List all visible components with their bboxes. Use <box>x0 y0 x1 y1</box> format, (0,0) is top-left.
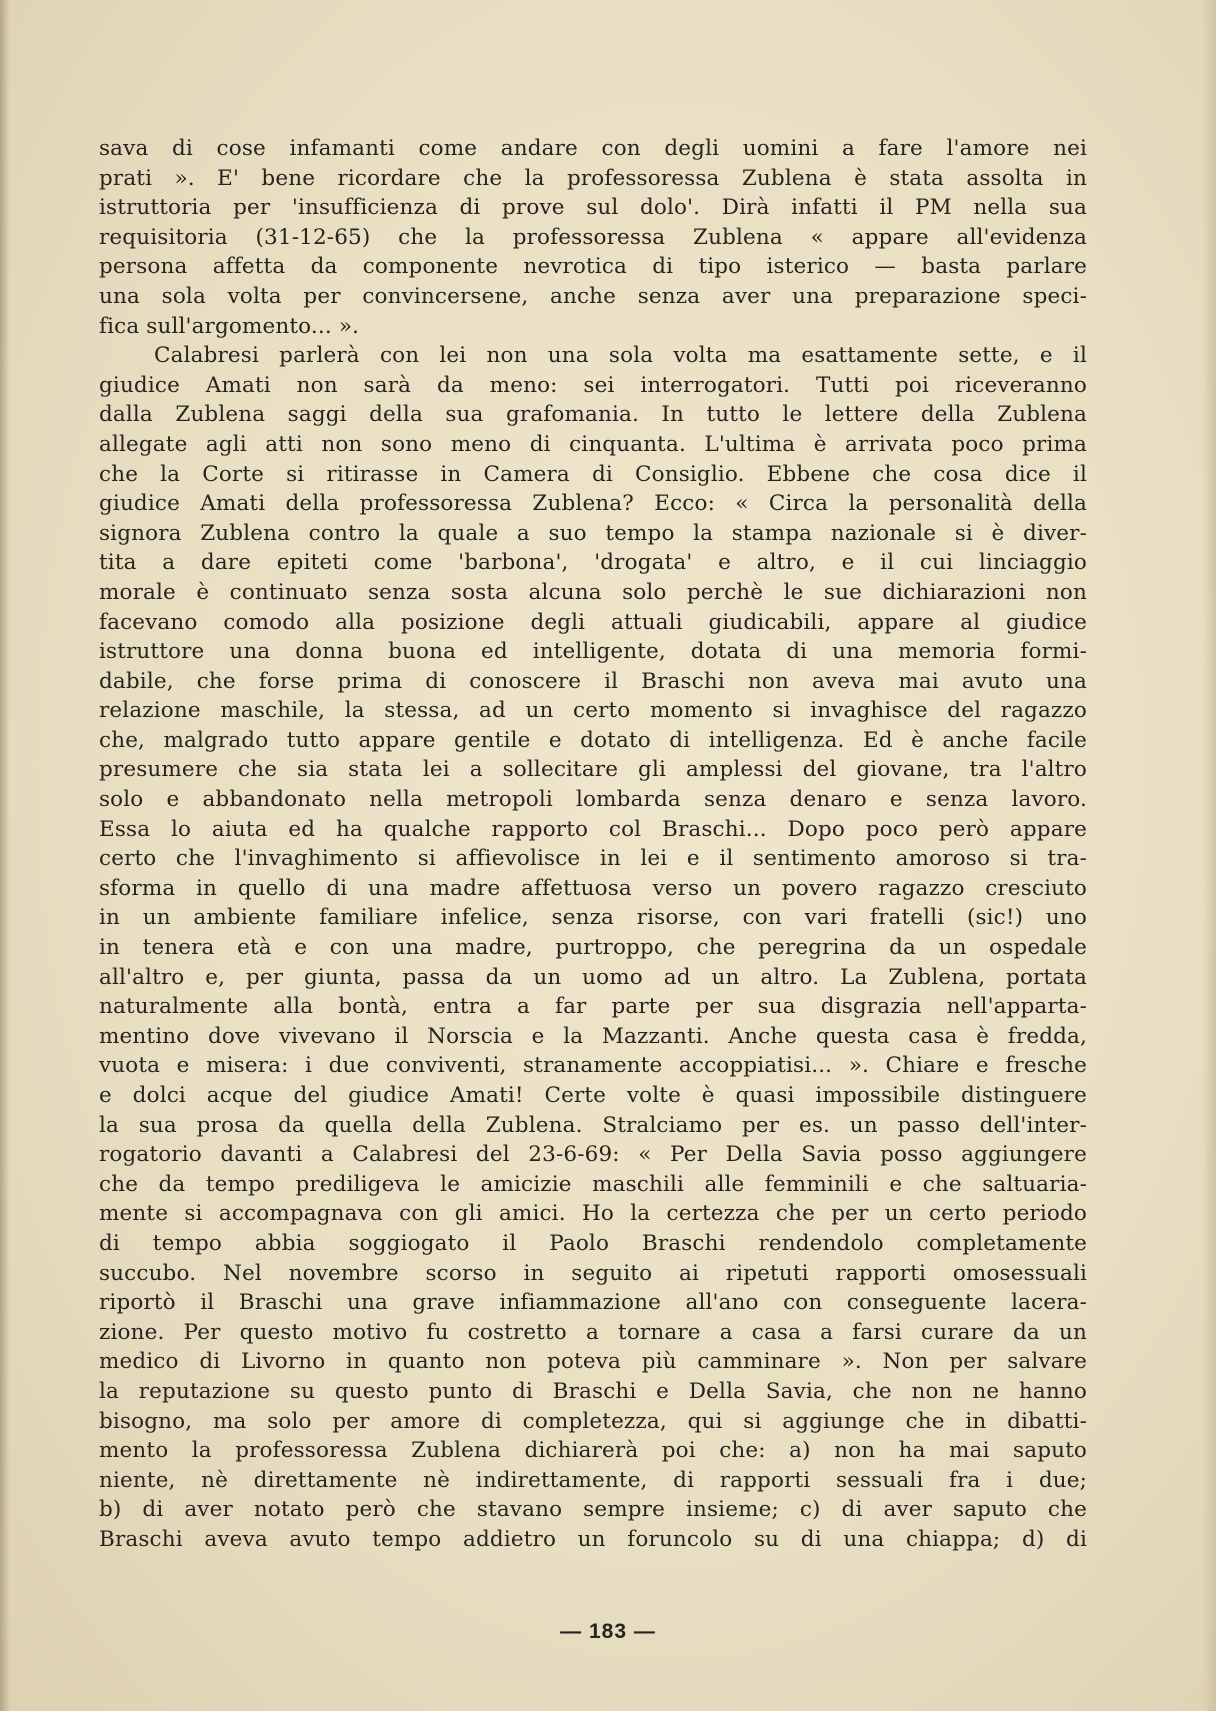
text-line: mente si accompagnava con gli amici. Ho la certezza che per un certo periodo <box>99 1201 1087 1227</box>
text-line: naturalmente alla bontà, entra a far parte per sua disgrazia nell'apparta- <box>99 994 1087 1020</box>
text-line: b) di aver notato però che stavano sempre insieme; c) di aver saputo che <box>99 1497 1087 1523</box>
text-line: solo e abbandonato nella metropoli lombarda senza denaro e senza lavoro. <box>99 787 1087 813</box>
text-line: sforma in quello di una madre affettuosa verso un povero ragazzo cresciuto <box>99 875 1087 901</box>
text-line: istruttoria per 'insufficienza di prove sul dolo'. Dirà infatti il PM nella sua <box>99 195 1087 221</box>
text-line: giudice Amati non sarà da meno: sei interrogatori. Tutti poi riceveranno <box>99 372 1087 398</box>
text-line: che da tempo prediligeva le amicizie maschili alle femminili e che saltuaria- <box>99 1171 1087 1197</box>
text-line: tita a dare epiteti come 'barbona', 'drogata' e altro, e il cui linciaggio <box>99 550 1087 576</box>
text-line: requisitoria (31-12-65) che la professoressa Zublena « appare all'evidenza <box>99 224 1087 250</box>
text-line: facevano comodo alla posizione degli attuali giudicabili, appare al giudice <box>99 609 1087 635</box>
text-line: istruttore una donna buona ed intelligente, dotata di una memoria formi- <box>99 639 1087 665</box>
text-line: la reputazione su questo punto di Braschi e Della Savia, che non ne hanno <box>99 1378 1087 1404</box>
body-text <box>99 134 1087 1555</box>
page-number: — 183 — <box>560 1620 656 1643</box>
text-line: Essa lo aiuta ed ha qualche rapporto col Braschi... Dopo poco però appare <box>99 816 1087 842</box>
text-line: certo che l'invaghimento si affievolisce in lei e il sentimento amoroso si tra- <box>99 846 1087 872</box>
text-line: mentino dove vivevano il Norscia e la Mazzanti. Anche questa casa è fredda, <box>99 1023 1087 1049</box>
text-line: fica sull'argomento... ». <box>99 313 360 339</box>
text-line: all'altro e, per giunta, passa da un uomo ad un altro. La Zublena, portata <box>99 964 1087 990</box>
text-line: allegate agli atti non sono meno di cinquanta. L'ultima è arrivata poco prima <box>99 431 1087 457</box>
text-line: in un ambiente familiare infelice, senza risorse, con vari fratelli (sic!) uno <box>99 905 1087 931</box>
text-line: prati ». E' bene ricordare che la professoressa Zublena è stata assolta in <box>99 165 1087 191</box>
text-line: zione. Per questo motivo fu costretto a tornare a casa a farsi curare da un <box>99 1319 1087 1345</box>
text-line: persona affetta da componente nevrotica di tipo isterico — basta parlare <box>99 254 1087 280</box>
text-line: una sola volta per convincersene, anche senza aver una preparazione speci- <box>99 283 1087 309</box>
text-line: in tenera età e con una madre, purtroppo, che peregrina da un ospedale <box>99 935 1087 961</box>
text-line: mento la professoressa Zublena dichiarerà poi che: a) non ha mai saputo <box>99 1438 1087 1464</box>
text-line: bisogno, ma solo per amore di completezza, qui si aggiunge che in dibatti- <box>99 1408 1087 1434</box>
text-line: giudice Amati della professoressa Zublena? Ecco: « Circa la personalità della <box>99 491 1087 517</box>
text-line: succubo. Nel novembre scorso in seguito ai ripetuti rapporti omosessuali <box>99 1260 1087 1286</box>
text-line: Braschi aveva avuto tempo addietro un foruncolo su di una chiappa; d) di <box>99 1526 1087 1552</box>
text-line: medico di Livorno in quanto non poteva più camminare ». Non per salvare <box>99 1349 1087 1375</box>
text-line: dalla Zublena saggi della sua grafomania. In tutto le lettere della Zublena <box>99 402 1087 428</box>
text-line: sava di cose infamanti come andare con degli uomini a fare l'amore nei <box>99 136 1087 161</box>
text-line: morale è continuato senza sosta alcuna solo perchè le sue dichiarazioni non <box>99 579 1087 605</box>
text-line: che la Corte si ritirasse in Camera di Consiglio. Ebbene che cosa dice il <box>99 461 1087 487</box>
text-line: riportò il Braschi una grave infiammazione all'ano con conseguente lacera- <box>99 1290 1087 1316</box>
text-line: relazione maschile, la stessa, ad un certo momento si invaghisce del ragazzo <box>99 698 1087 724</box>
text-line: Calabresi parlerà con lei non una sola volta ma esattamente sette, e il <box>154 343 1087 369</box>
text-line: vuota e misera: i due conviventi, stranamente accoppiatisi... ». Chiare e fresche <box>99 1053 1087 1079</box>
text-line: rogatorio davanti a Calabresi del 23-6-69: « Per Della Savia posso aggiungere <box>99 1142 1087 1168</box>
text-line: di tempo abbia soggiogato il Paolo Braschi rendendolo completamente <box>99 1230 1087 1256</box>
text-line: la sua prosa da quella della Zublena. Stralciamo per es. un passo dell'inter- <box>99 1112 1087 1138</box>
text-line: presumere che sia stata lei a sollecitare gli amplessi del giovane, tra l'altro <box>99 757 1087 783</box>
text-line: e dolci acque del giudice Amati! Certe volte è quasi impossibile distinguere <box>99 1083 1087 1108</box>
text-line: niente, nè direttamente nè indirettamente, di rapporti sessuali fra i due; <box>99 1467 1087 1493</box>
text-line: dabile, che forse prima di conoscere il Braschi non aveva mai avuto una <box>99 668 1087 694</box>
text-line: signora Zublena contro la quale a suo tempo la stampa nazionale si è diver- <box>99 520 1087 546</box>
text-line: che, malgrado tutto appare gentile e dotato di intelligenza. Ed è anche facile <box>99 727 1087 753</box>
